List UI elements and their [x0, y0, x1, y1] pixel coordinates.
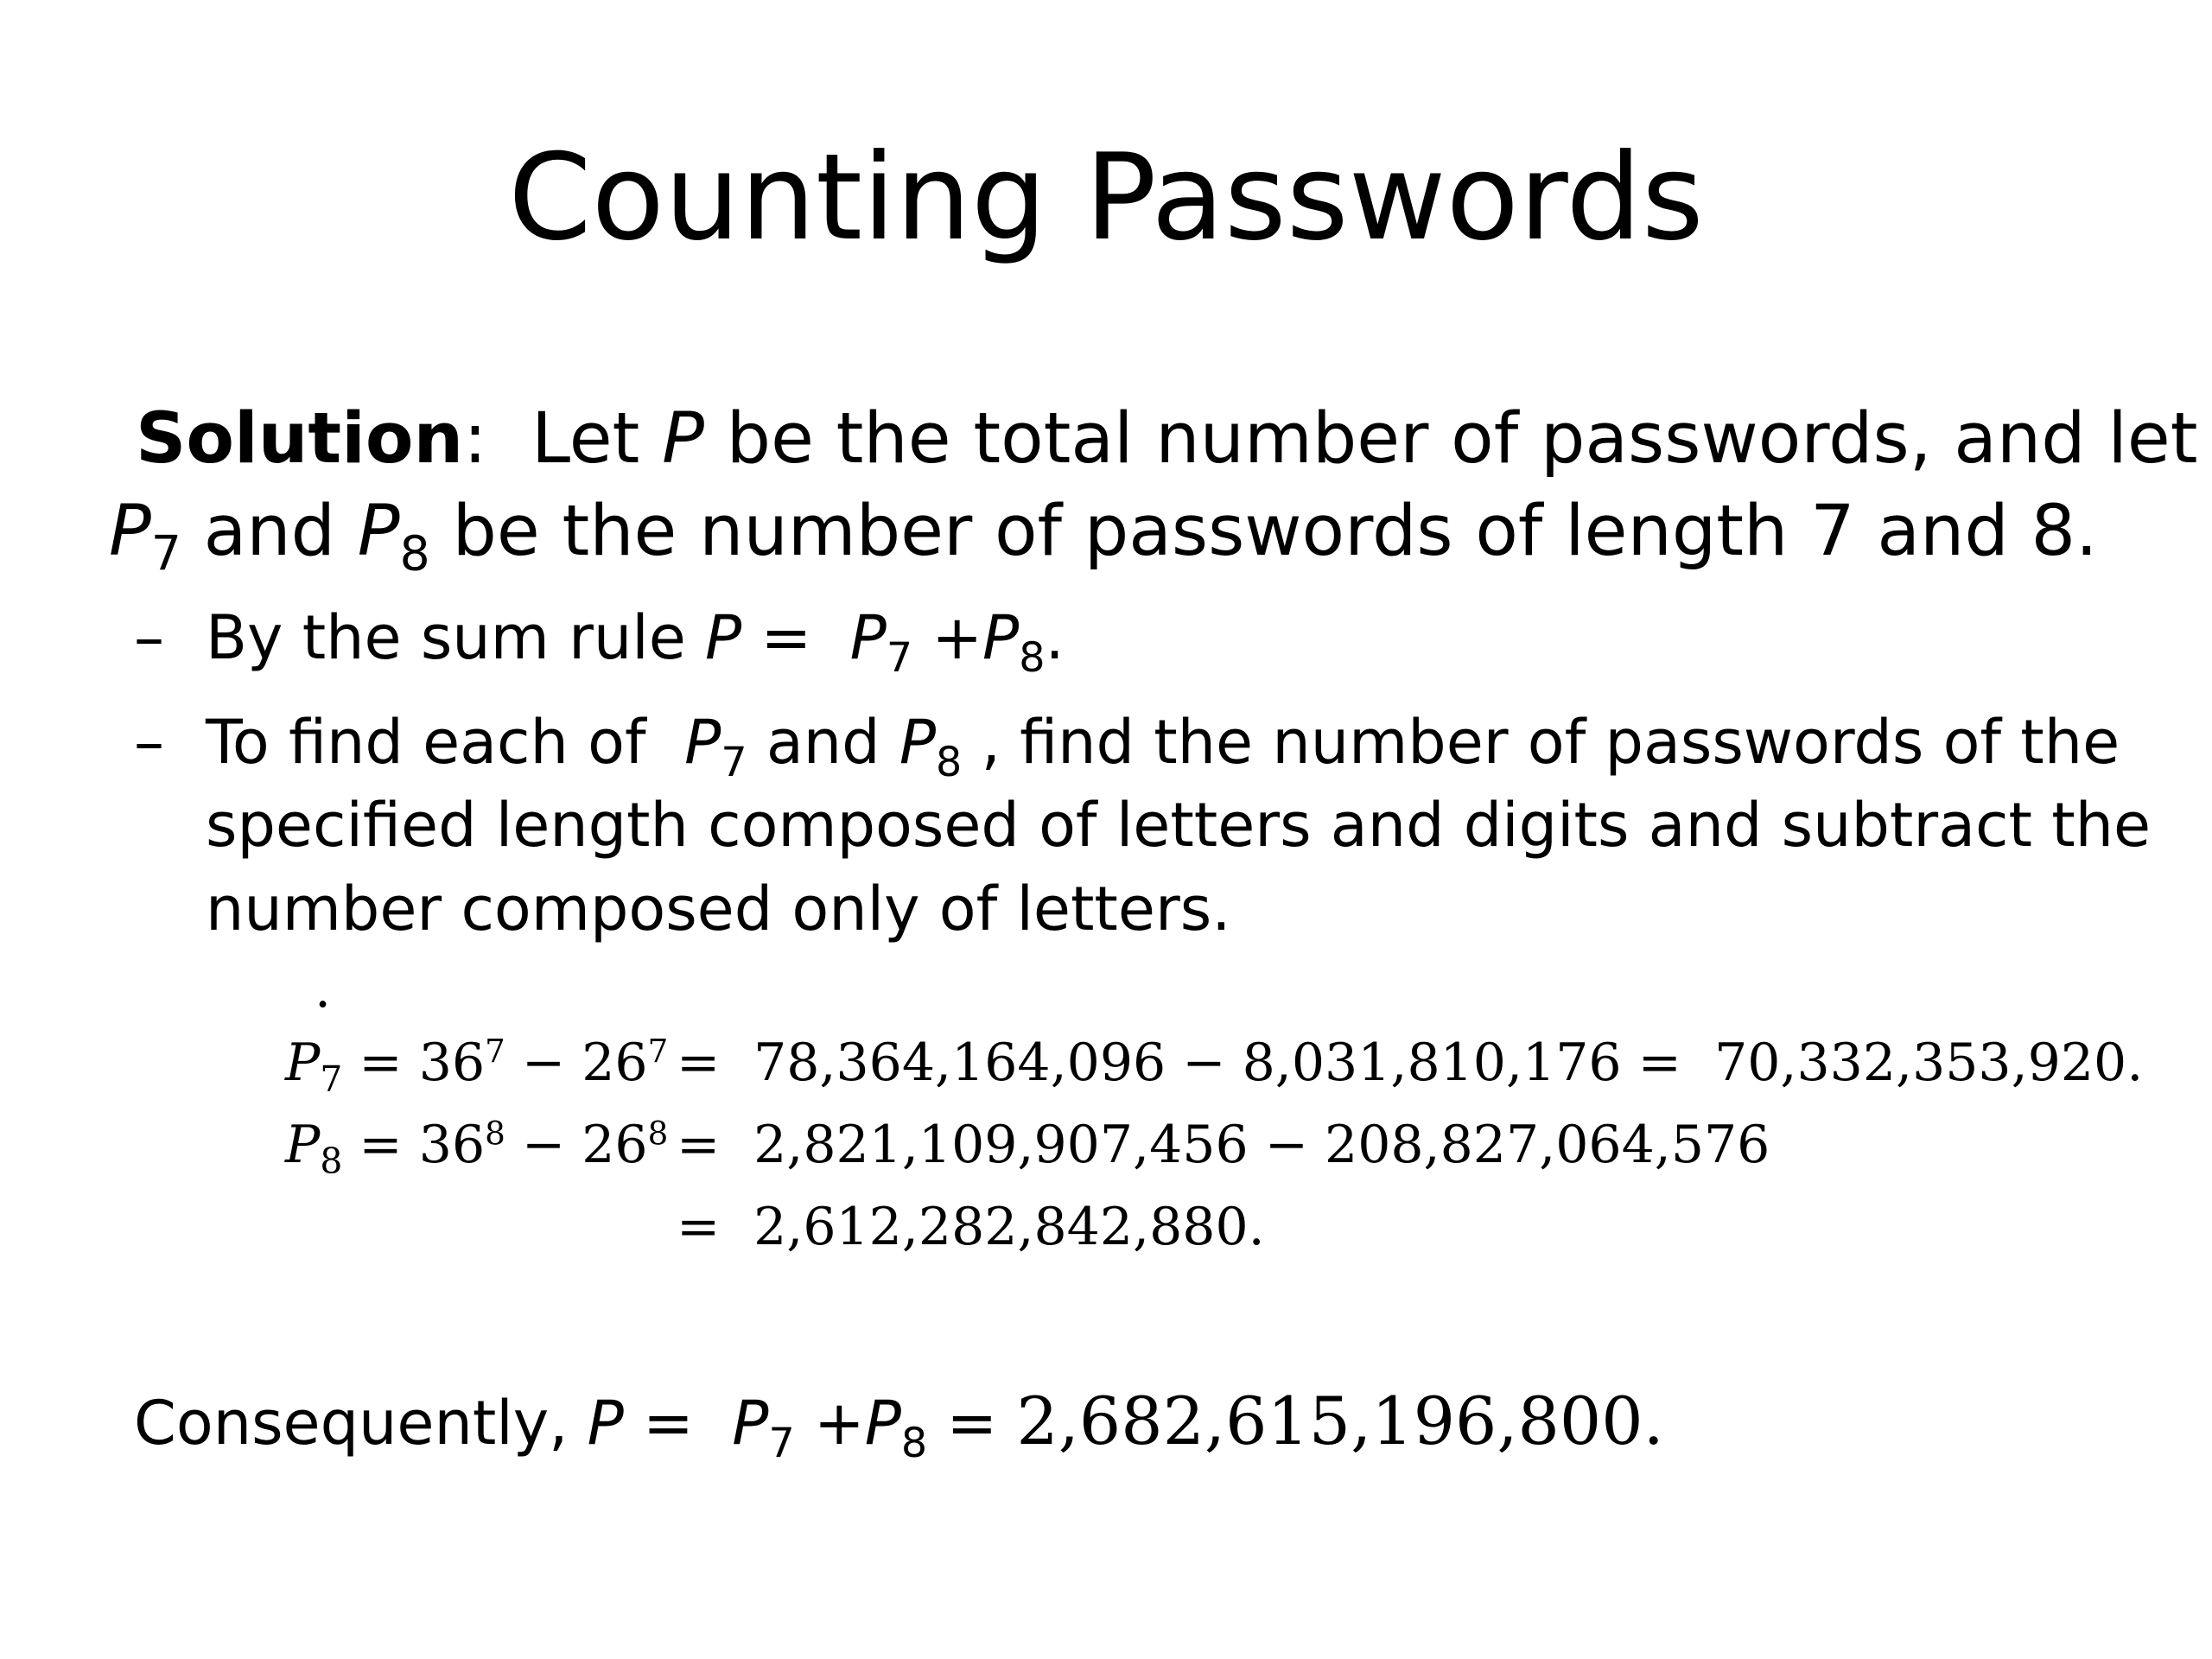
bullet-text: , find the number of passwords of the [962, 706, 2120, 778]
solution-text: and [181, 490, 358, 572]
bullet-text: To find each of [206, 706, 685, 778]
var-p8: P [285, 1115, 321, 1175]
equals-sign: = [677, 1033, 721, 1093]
var-p: P [587, 1388, 624, 1459]
equals-sign: = [927, 1388, 1017, 1459]
exponent: 8 [485, 1114, 505, 1153]
base-36: 36 [418, 1115, 486, 1175]
stray-dot: . [315, 959, 332, 1020]
var-p: P [705, 602, 742, 673]
dash-marker: – [134, 706, 164, 778]
subscript-8: 8 [320, 1141, 343, 1183]
var-p: P [662, 398, 704, 480]
equation-rhs: 2,612,282,842,880. [737, 1197, 1265, 1257]
bullet-text: By the sum rule [206, 602, 706, 673]
equation-rhs: 2,821,109,907,456 − 208,827,064,576 [737, 1115, 1770, 1175]
plus-sign: + [794, 1388, 865, 1459]
var-p7: P [684, 706, 721, 778]
total-value: 2,682,615,196,800. [1016, 1382, 1664, 1459]
exponent: 7 [485, 1032, 505, 1071]
equation-rhs: 78,364,164,096 − 8,031,810,176 = 70,332,353,920. [737, 1033, 2144, 1093]
plus-sign: + [912, 602, 983, 673]
equals-sign: = [677, 1115, 721, 1175]
base-26: 26 [582, 1115, 648, 1175]
equation-lhs [285, 1114, 677, 1183]
bullet-sum-rule [134, 596, 2156, 683]
period: . [1045, 602, 1065, 673]
equals-sign: = [623, 1388, 733, 1459]
equals-sign: = [342, 1115, 419, 1175]
equals-sign: = [677, 1197, 721, 1257]
minus-sign: − [505, 1115, 582, 1175]
var-p7: P [285, 1033, 321, 1093]
conclusion-line [134, 1382, 1664, 1468]
equation-lhs [285, 1032, 677, 1101]
var-p7: P [732, 1388, 769, 1459]
subscript-8: 8 [900, 1420, 928, 1468]
var-p8: P [982, 602, 1020, 673]
solution-colon: : [463, 398, 487, 480]
bullet-line: number composed only of letters. [206, 873, 1231, 944]
conclusion-text: Consequently, [134, 1388, 588, 1459]
solution-paragraph [109, 393, 2198, 582]
bullet-text: and [747, 706, 899, 778]
solution-text: Let [486, 398, 663, 480]
bullet-find-each [134, 701, 2156, 951]
var-p7: P [849, 602, 887, 673]
exponent: 7 [647, 1032, 669, 1071]
bullet-line [206, 596, 2156, 683]
subscript-7: 7 [721, 738, 747, 786]
exponent: 8 [647, 1114, 669, 1153]
subscript-8: 8 [399, 525, 430, 582]
bullet-list [134, 596, 2156, 971]
subscript-8: 8 [1019, 634, 1046, 683]
subscript-7: 7 [320, 1058, 343, 1101]
var-p8: P [864, 1388, 901, 1459]
equation-p7 [285, 1032, 2144, 1101]
bullet-line [206, 701, 2156, 785]
solution-line-2 [109, 486, 2131, 582]
equation-p8 [285, 1114, 1770, 1183]
dash-marker: – [134, 602, 164, 673]
slide-title: Counting Passwords [508, 128, 1704, 267]
bullet-line: specified length composed of letters and digits and subtract the [206, 790, 2152, 861]
subscript-8: 8 [936, 738, 963, 786]
solution-label: Solution [136, 398, 464, 480]
solution-text: be the total number of passwords, and let [703, 398, 2198, 480]
base-26: 26 [582, 1033, 648, 1093]
subscript-7: 7 [150, 525, 181, 582]
var-p7: P [109, 490, 151, 572]
base-36: 36 [418, 1033, 486, 1093]
minus-sign: − [505, 1033, 582, 1093]
var-p8: P [357, 490, 400, 572]
equation-p8-result [285, 1197, 1265, 1257]
solution-text: be the number of passwords of length 7 and 8. [429, 490, 2098, 572]
solution-line-1 [109, 393, 2198, 486]
subscript-7: 7 [886, 634, 913, 683]
var-p8: P [899, 706, 937, 778]
equals-sign: = [741, 602, 850, 673]
subscript-7: 7 [768, 1420, 795, 1468]
equals-sign: = [342, 1033, 419, 1093]
